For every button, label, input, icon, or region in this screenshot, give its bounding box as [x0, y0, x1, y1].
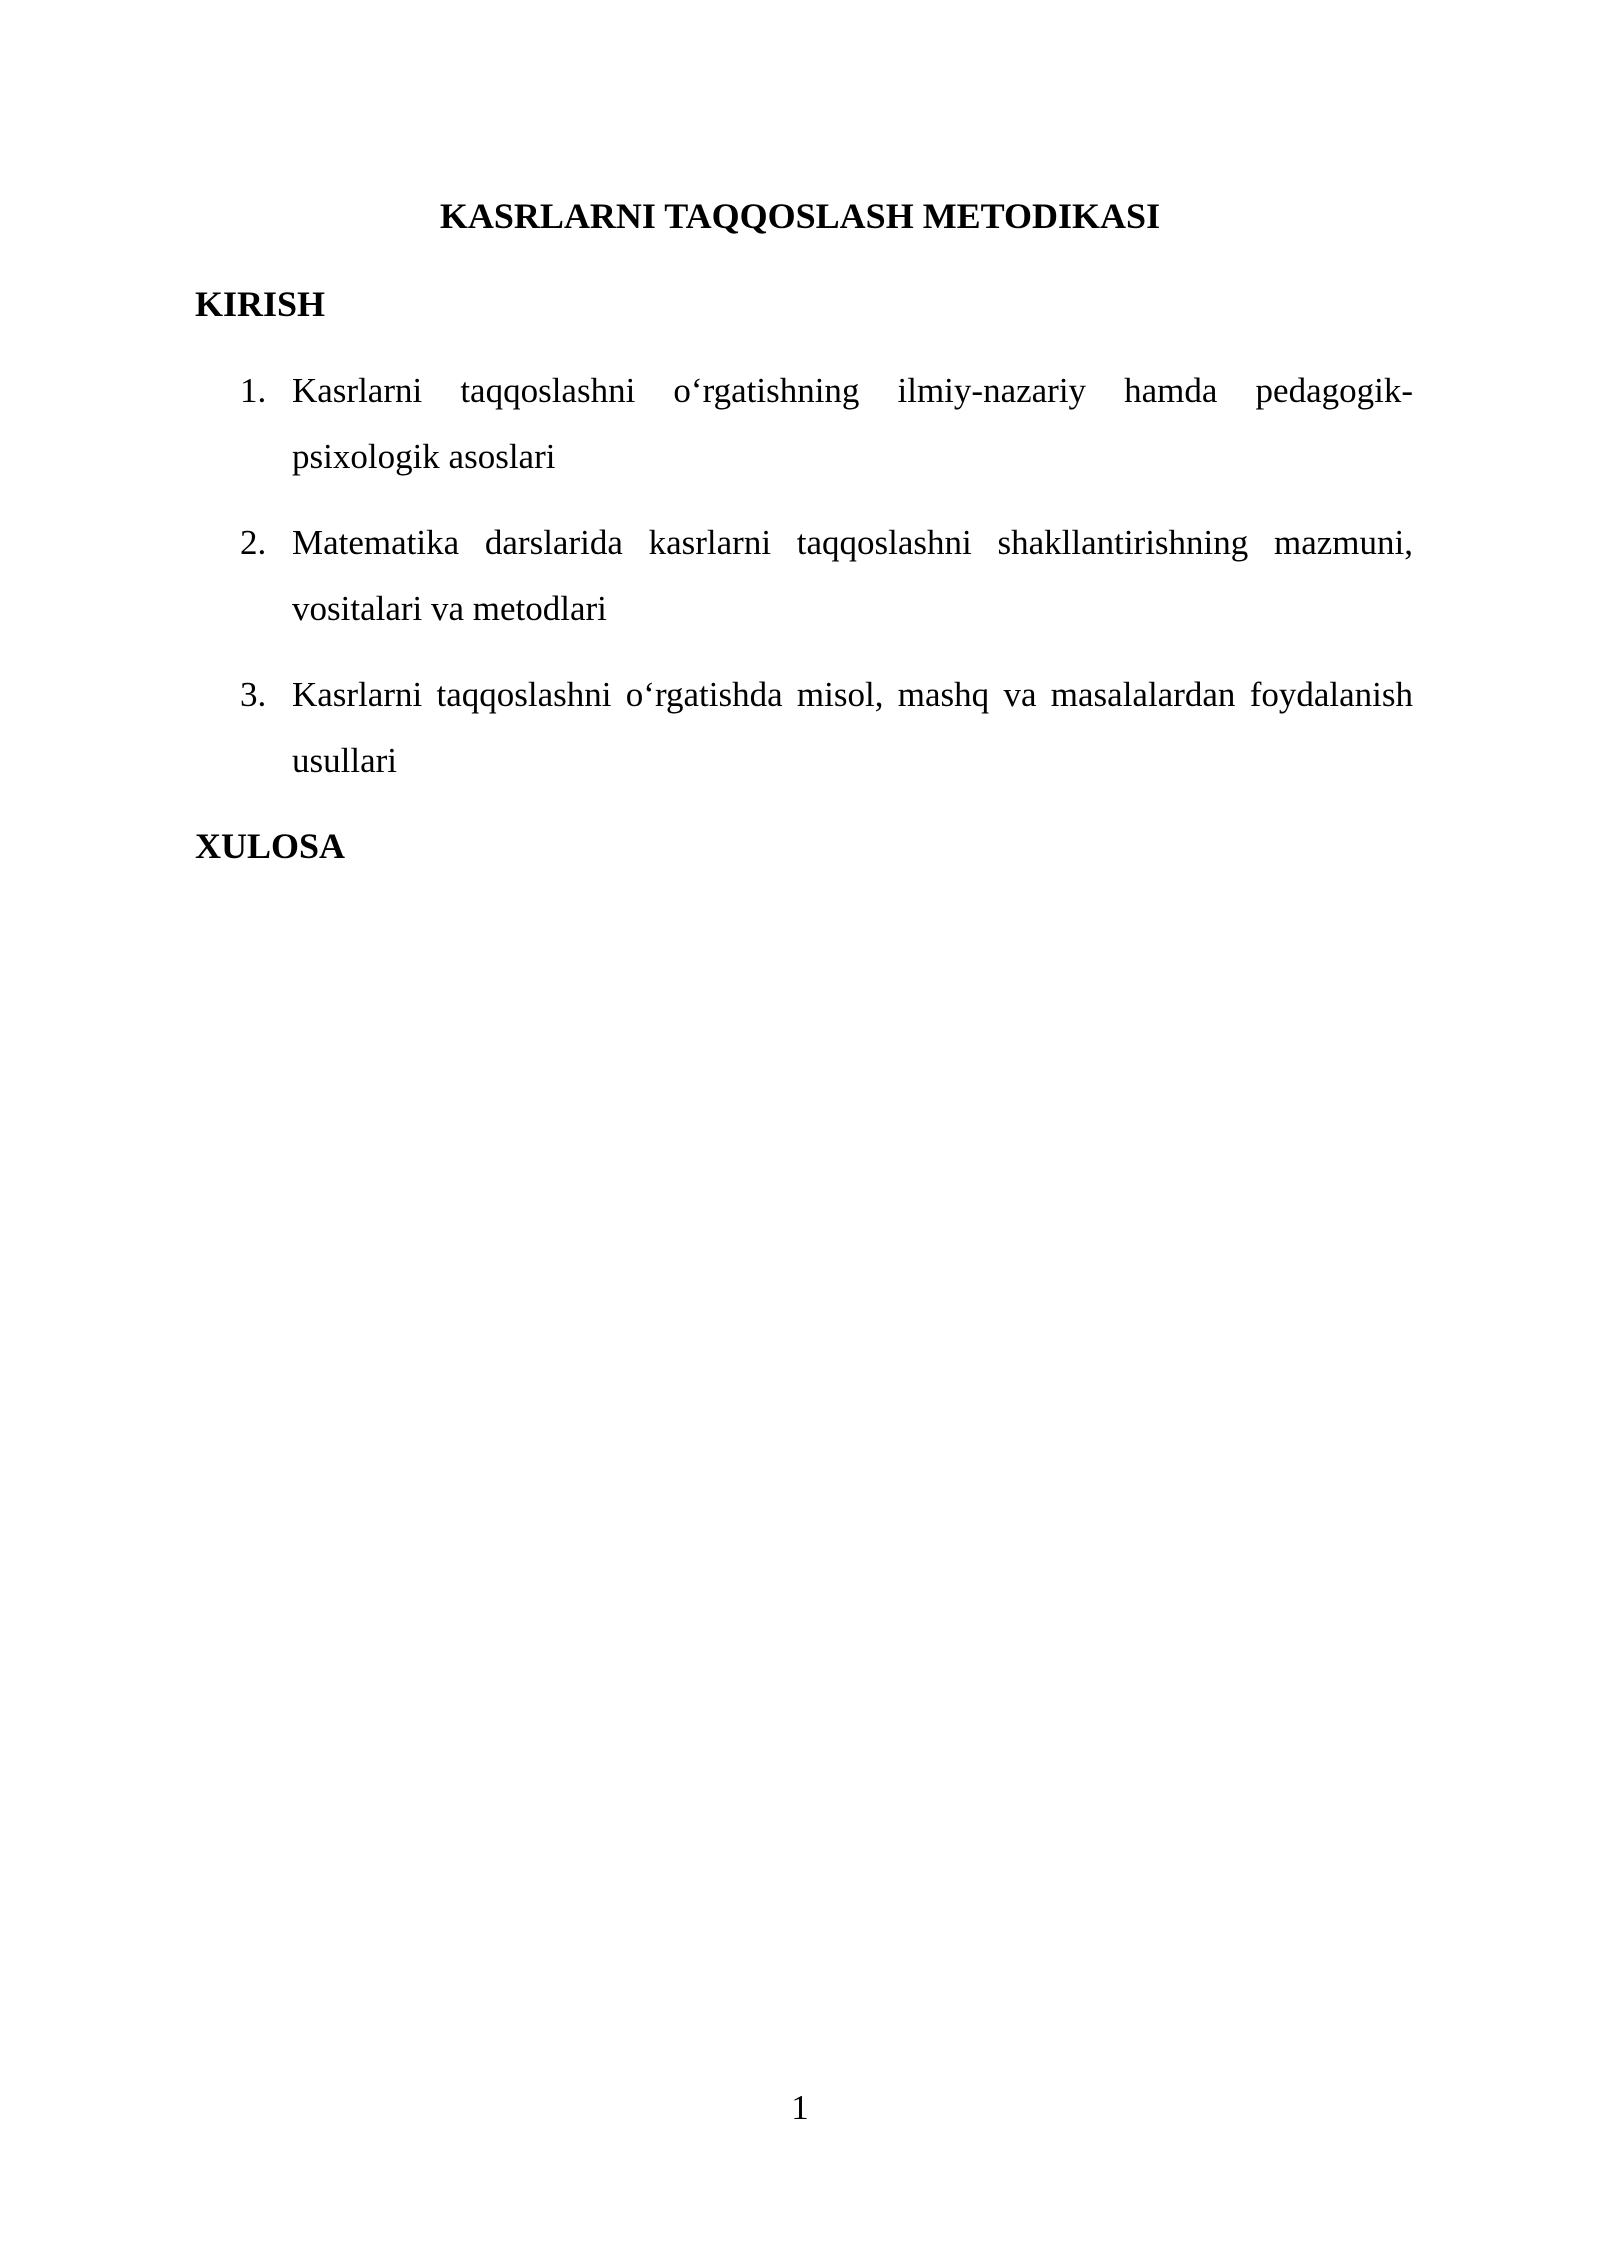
list-item-number: 2. — [240, 523, 267, 562]
list-item — [240, 662, 1413, 794]
list-item-text: Matematika darslarida kasrlarni taqqoslashni shakllantirishning mazmuni, vositalari va metodlari — [292, 523, 1413, 628]
list-item-number: 1. — [240, 371, 267, 410]
list-item — [240, 510, 1413, 642]
list-item-text: Kasrlarni taqqoslashni o‘rgatishning ilmiy-nazariy hamda pedagogik-psixologik asoslari — [292, 371, 1413, 476]
list-item-text: Kasrlarni taqqoslashni o‘rgatishda misol, mashq va masalalardan foydalanish usullari — [292, 675, 1413, 780]
intro-heading: KIRISH — [195, 284, 326, 324]
page-number: 1 — [791, 2088, 809, 2127]
conclusion-heading: XULOSA — [195, 826, 346, 866]
list-item — [240, 358, 1413, 490]
document-title: KASRLARNI TAQQOSLASH METODIKASI — [439, 196, 1161, 236]
list-item-number: 3. — [240, 675, 267, 714]
